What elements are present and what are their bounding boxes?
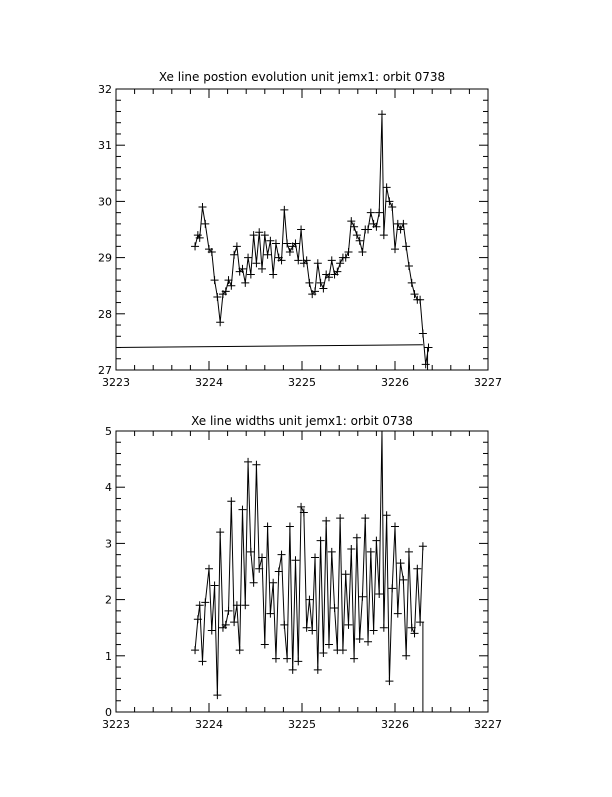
data-point xyxy=(405,262,413,270)
data-point xyxy=(252,461,260,469)
y-tick-label: 5 xyxy=(105,425,112,438)
y-tick-label: 1 xyxy=(105,649,112,663)
data-point xyxy=(383,183,391,191)
y-tick-label: 31 xyxy=(98,139,112,153)
y-tick-label: 29 xyxy=(98,251,112,265)
data-point xyxy=(286,523,294,531)
x-tick-label: 3227 xyxy=(474,376,502,389)
data-point xyxy=(241,279,249,287)
data-point xyxy=(402,652,410,660)
data-point xyxy=(424,344,432,352)
data-point xyxy=(305,596,313,604)
data-point xyxy=(289,666,297,674)
data-point xyxy=(322,517,330,525)
data-point xyxy=(342,570,350,578)
data-point xyxy=(305,279,313,287)
data-point xyxy=(216,318,224,326)
data-point xyxy=(291,556,299,564)
data-point xyxy=(383,511,391,519)
data-point xyxy=(205,565,213,573)
data-point xyxy=(328,548,336,556)
data-point xyxy=(367,209,375,217)
data-point xyxy=(422,360,430,368)
data-point xyxy=(264,251,272,259)
data-point xyxy=(233,242,241,250)
data-point xyxy=(269,579,277,587)
y-tick-label: 32 xyxy=(98,83,112,96)
data-point xyxy=(358,593,366,601)
data-point xyxy=(227,497,235,505)
data-point xyxy=(385,677,393,685)
data-point xyxy=(216,528,224,536)
data-point xyxy=(356,635,364,643)
data-point xyxy=(238,506,246,514)
data-point xyxy=(294,657,302,665)
data-point xyxy=(211,582,219,590)
data-point xyxy=(361,514,369,522)
x-tick-label: 3225 xyxy=(288,376,316,389)
data-point xyxy=(380,624,388,632)
data-point xyxy=(278,551,286,559)
line-widths-chart xyxy=(102,414,502,731)
plot-area xyxy=(191,427,427,712)
data-point xyxy=(397,559,405,567)
data-point xyxy=(350,655,358,663)
data-point xyxy=(413,565,421,573)
data-point xyxy=(264,523,272,531)
y-tick-label: 30 xyxy=(98,195,112,209)
data-point xyxy=(191,646,199,654)
data-point xyxy=(331,604,339,612)
data-point xyxy=(399,576,407,584)
x-tick-label: 3226 xyxy=(381,376,409,389)
data-point xyxy=(372,537,380,545)
data-point xyxy=(230,618,238,626)
data-point xyxy=(247,548,255,556)
data-point xyxy=(272,655,280,663)
data-point xyxy=(317,537,325,545)
data-point xyxy=(380,231,388,239)
data-point xyxy=(345,621,353,629)
data-point xyxy=(252,259,260,267)
data-point xyxy=(247,270,255,278)
data-point xyxy=(353,534,361,542)
data-point xyxy=(208,627,216,635)
data-point xyxy=(211,276,219,284)
data-point xyxy=(225,607,233,615)
series-line xyxy=(195,431,423,695)
data-point xyxy=(319,649,327,657)
y-tick-label: 2 xyxy=(105,593,112,607)
data-point xyxy=(388,584,396,592)
data-point xyxy=(266,610,274,618)
data-point xyxy=(244,458,252,466)
x-tick-label: 3225 xyxy=(288,718,316,731)
data-point xyxy=(280,206,288,214)
data-point xyxy=(364,638,372,646)
line-position-chart xyxy=(98,70,502,389)
data-point xyxy=(367,548,375,556)
data-point xyxy=(275,568,283,576)
data-point xyxy=(378,427,386,435)
x-tick-label: 3223 xyxy=(102,376,130,389)
data-point xyxy=(311,553,319,561)
data-point xyxy=(419,329,427,337)
x-tick-label: 3224 xyxy=(195,718,223,731)
data-point xyxy=(283,655,291,663)
data-point xyxy=(391,523,399,531)
data-point xyxy=(314,259,322,267)
data-point xyxy=(280,621,288,629)
data-point xyxy=(408,279,416,287)
data-point xyxy=(375,209,383,217)
baseline-line xyxy=(116,345,423,348)
data-point xyxy=(419,542,427,550)
data-point xyxy=(394,610,402,618)
y-tick-label: 28 xyxy=(98,307,112,321)
x-tick-label: 3223 xyxy=(102,718,130,731)
x-tick-label: 3224 xyxy=(195,376,223,389)
y-tick-label: 3 xyxy=(105,537,112,551)
data-point xyxy=(339,646,347,654)
data-point xyxy=(370,627,378,635)
y-tick-label: 0 xyxy=(105,706,112,719)
data-point xyxy=(250,579,258,587)
data-point xyxy=(258,265,266,273)
x-tick-label: 3226 xyxy=(381,718,409,731)
data-point xyxy=(230,251,238,259)
plot-area xyxy=(116,110,432,370)
data-point xyxy=(325,641,333,649)
data-point xyxy=(358,248,366,256)
chart-title: Xe line postion evolution unit jemx1: orbit 0738 xyxy=(158,70,446,84)
data-point xyxy=(405,548,413,556)
x-tick-label: 3227 xyxy=(474,718,502,731)
data-point xyxy=(198,203,206,211)
data-point xyxy=(269,270,277,278)
data-point xyxy=(236,646,244,654)
data-point xyxy=(191,242,199,250)
data-point xyxy=(391,245,399,253)
data-point xyxy=(297,226,305,234)
data-point xyxy=(347,545,355,553)
data-point xyxy=(402,242,410,250)
data-point xyxy=(198,657,206,665)
data-point xyxy=(241,601,249,609)
data-point xyxy=(201,220,209,228)
data-point xyxy=(314,666,322,674)
y-tick-label: 27 xyxy=(98,364,112,377)
plot-frame xyxy=(116,431,488,712)
chart-title: Xe line widths unit jemx1: orbit 0738 xyxy=(191,414,413,428)
data-point xyxy=(336,514,344,522)
data-point xyxy=(375,590,383,598)
data-point xyxy=(378,110,386,118)
series-line xyxy=(195,114,428,364)
y-tick-label: 4 xyxy=(105,481,112,495)
data-point xyxy=(261,641,269,649)
data-point xyxy=(244,254,252,262)
data-point xyxy=(328,256,336,264)
data-point xyxy=(213,691,221,699)
